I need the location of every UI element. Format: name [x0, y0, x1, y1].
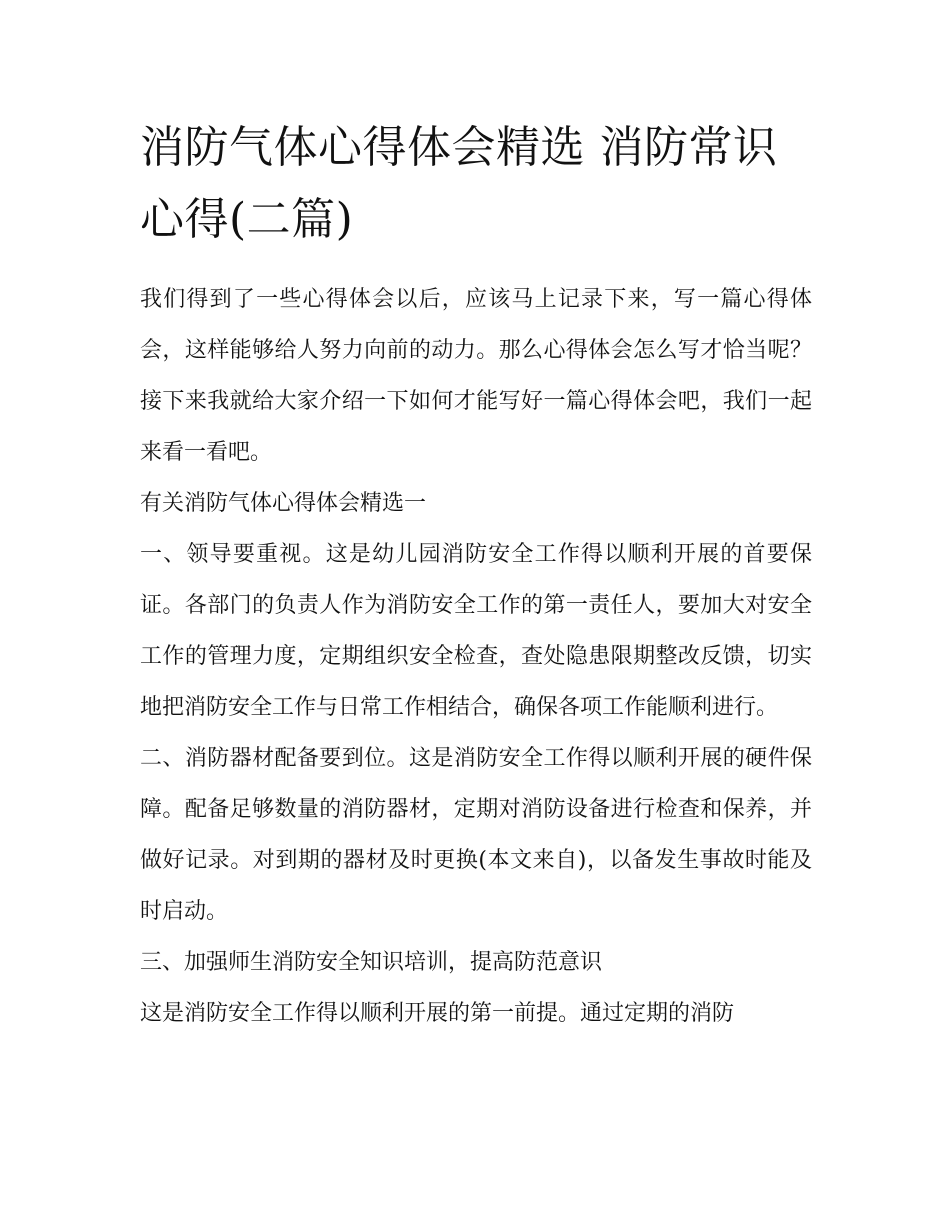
document-title: 消防气体心得体会精选 消防常识心得(二篇) — [140, 122, 778, 245]
section-heading: 有关消防气体心得体会精选一 — [140, 491, 427, 516]
point-one-paragraph: 一、领导要重视。这是幼儿园消防安全工作得以顺利开展的首要保证。各部门的负责人作为消防安全工作的第一责任人，要加大对安全工作的管理力度，定期组织安全检查，查处隐患限期整改反馈，切实地把消防安全工作与日常工作相结合，确保各项工作能顺利进行。 — [140, 542, 812, 720]
point-three-heading: 三、加强师生消防安全知识培训，提高防范意识 — [140, 950, 603, 975]
point-two-paragraph: 二、消防器材配备要到位。这是消防安全工作得以顺利开展的硬件保障。配备足够数量的消防器材，定期对消防设备进行检查和保养，并做好记录。对到期的器材及时更换(本文来自)，以备发生事故时能及时启动。 — [140, 746, 812, 924]
intro-paragraph: 我们得到了一些心得体会以后，应该马上记录下来，写一篇心得体会，这样能够给人努力向前的动力。那么心得体会怎么写才恰当呢？接下来我就给大家介绍一下如何才能写好一篇心得体会吧，我们一起来看一看吧。 — [140, 287, 812, 465]
point-three-paragraph: 这是消防安全工作得以顺利开展的第一前提。通过定期的消防 — [140, 1001, 735, 1026]
document-body — [140, 112, 812, 1039]
